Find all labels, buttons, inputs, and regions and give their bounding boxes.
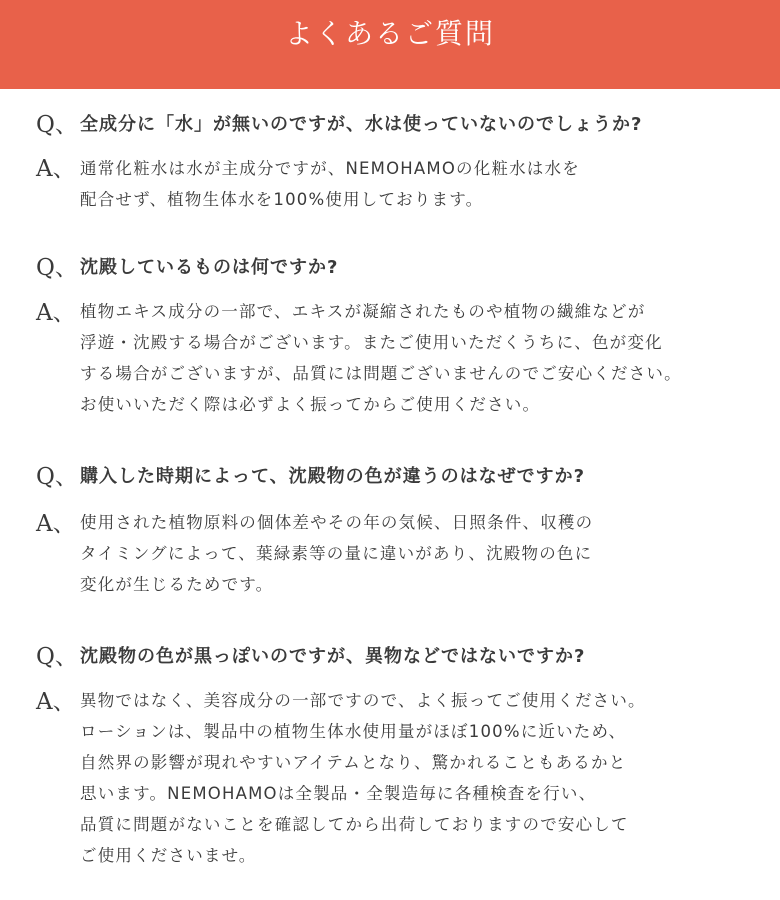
answer-text [80, 296, 770, 420]
answer-text [80, 685, 770, 871]
answer-line: タイミングによって、葉緑素等の量に違いがあり、沈殿物の色に [80, 544, 593, 563]
answer-line: 通常化粧水は水が主成分ですが、NEMOHAMOの化粧水は水を [80, 159, 580, 178]
answer-line: 品質に問題がないことを確認してから出荷しておりますので安心して [80, 815, 629, 834]
answer-line: 思います。NEMOHAMOは全製品・全製造毎に各種検査を行い、 [80, 784, 597, 803]
question-text: 購入した時期によって、沈殿物の色が違うのはなぜですか? [80, 466, 586, 487]
answer-marker: A、 [36, 511, 76, 537]
answer-line: 異物ではなく、美容成分の一部ですので、よく振ってご使用ください。 [80, 691, 646, 710]
question-marker: Q、 [36, 255, 78, 281]
question-text: 全成分に「水」が無いのですが、水は使っていないのでしょうか? [80, 114, 643, 135]
answer-line: 使用された植物原料の個体差やその年の気候、日照条件、収穫の [80, 513, 594, 532]
answer-line: ローションは、製品中の植物生体水使用量がほぼ100%に近いため、 [80, 722, 627, 741]
answer-line: お使いいただく際は必ずよく振ってからご使用ください。 [80, 395, 541, 414]
faq-header [0, 0, 780, 89]
answer-line: 配合せず、植物生体水を100%使用しております。 [80, 190, 484, 209]
page-title: よくあるご質問 [284, 17, 495, 51]
question-marker: Q、 [36, 464, 78, 490]
question-marker: Q、 [36, 644, 78, 670]
answer-line: 植物エキス成分の一部で、エキスが凝縮されたものや植物の繊維などが [80, 302, 646, 321]
answer-text [80, 153, 770, 215]
answer-marker: A、 [36, 156, 76, 182]
answer-marker: A、 [36, 300, 76, 326]
answer-text [80, 507, 770, 600]
answer-line: 浮遊・沈殿する場合がございます。またご使用いただくうちに、色が変化 [80, 333, 663, 352]
answer-line: ご使用くださいませ。 [80, 846, 257, 865]
answer-line: する場合がございますが、品質には問題ございませんのでご安心ください。 [80, 364, 682, 383]
answer-line: 変化が生じるためです。 [80, 575, 274, 594]
question-text: 沈殿物の色が黒っぽいのですが、異物などではないですか? [80, 646, 586, 667]
question-marker: Q、 [36, 112, 78, 138]
answer-line: 自然界の影響が現れやすいアイテムとなり、驚かれることもあるかと [80, 753, 627, 772]
question-text: 沈殿しているものは何ですか? [80, 257, 339, 278]
answer-marker: A、 [36, 689, 76, 715]
